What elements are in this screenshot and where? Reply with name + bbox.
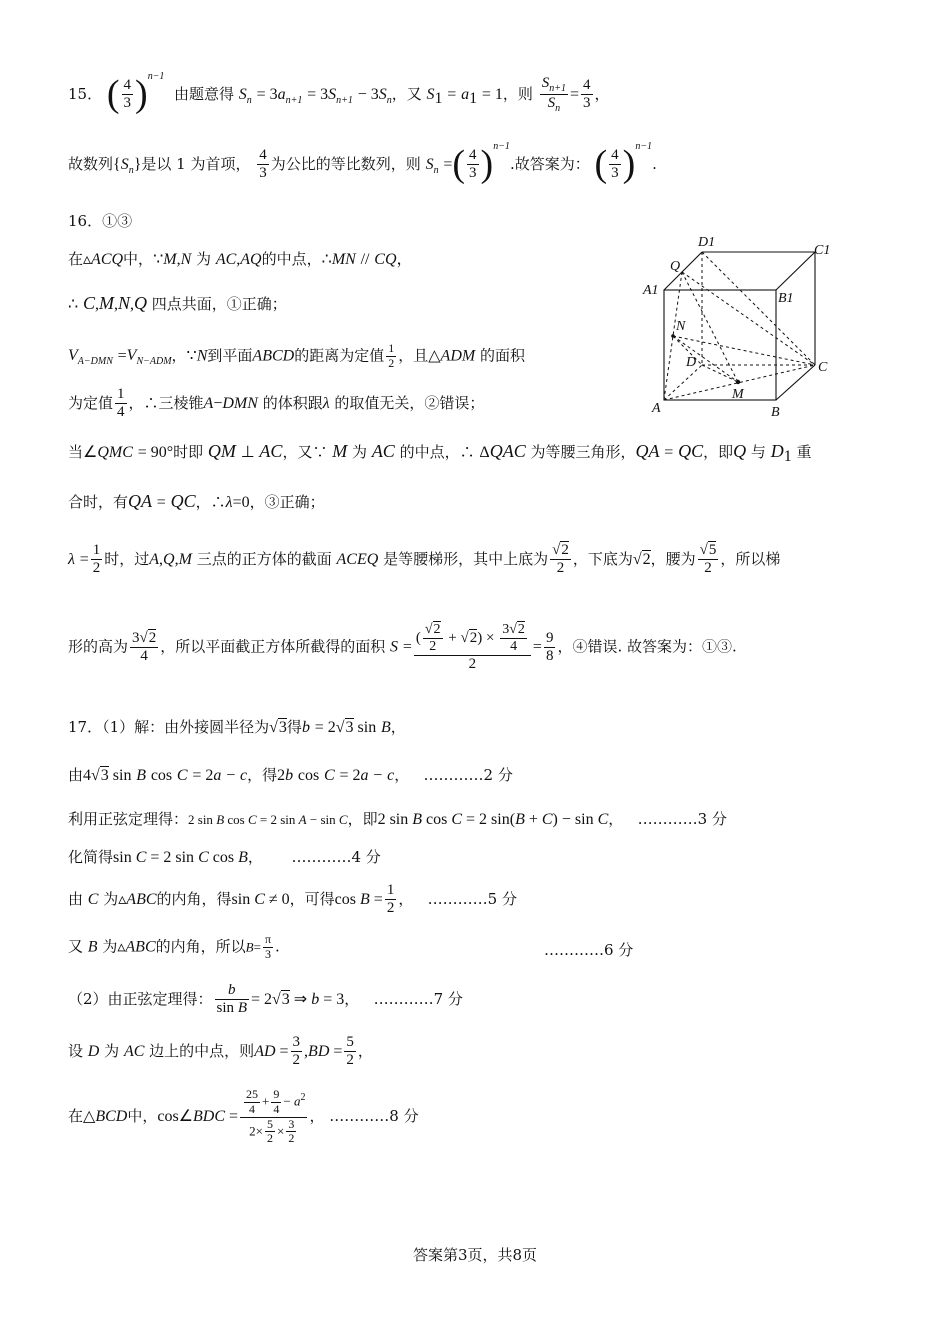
label-D1: D1 (698, 235, 716, 250)
p17-line4: 化简得sin C = 2 sin C cos B， …………4 分 (68, 848, 381, 866)
point-N (671, 334, 675, 338)
cube-front-face (664, 290, 776, 400)
p17-line3: 利用正弦定理得：2 sin B cos C = 2 sin A − sin C，即2 sin B cos C = 2 sin(B + C) − sin C， …………3 分 (68, 810, 727, 828)
cube-figure (640, 232, 840, 422)
p17-line7: （2）由正弦定理得： $\frac{b}{\text{sin B}}$ = 2√3 ⇒ b = 3， …………7 分 (68, 982, 463, 1017)
label-A1: A1 (643, 283, 659, 298)
p15-number: 15． (68, 84, 103, 103)
p16-line1: 在▵ACQ中，∵M,N 为 AC,AQ的中点，∴MN // CQ， (68, 250, 413, 268)
p17-line2: 由4√3 sin B cos C = 2a − c，得2b cos C = 2a − c， …………2 分 (68, 766, 513, 784)
p16-line6: 合时，有QA = QC，∴λ=0，③正确； (68, 491, 325, 511)
point-M (736, 380, 740, 384)
p16-line8: 形的高为 $\frac{3√2}{4}$ ，所以平面截正方体所截得的面积 S = ( $\frac{√2}{2}$ + √2) × $\frac{3√2}{4}$ 2 = $\frac{9}{8}$ ，④错误. 故答案为：①③. (68, 622, 737, 673)
p16-line7: λ = $\frac{1}{2}$ 时，过A,Q,M 三点的正方体的截面 ACEQ 是等腰梯形，其中上底为 $\frac{√2}{2}$ ，下底为√2，腰为 $\frac{√5}{2}$ ，所以梯 (68, 542, 781, 577)
p16-line4: 为定值 $\frac{1}{4}$ ，∴三棱锥A−DMN 的体积跟λ 的取值无关，②错误； (68, 386, 485, 421)
line-DM (702, 365, 738, 382)
p17-line1: 17．（1）解：由外接圆半径为√3得b = 2√3 sin B， (68, 718, 406, 736)
p17-line5: 由 C 为▵ABC的内角，得sin C ≠ 0，可得cos B = $\frac{1}{2}$ ， …………5 分 (68, 882, 517, 917)
label-M: M (732, 387, 744, 402)
label-C1: C1 (814, 243, 831, 258)
score-mark: …………8 分 (329, 1107, 419, 1126)
line-NM (673, 336, 738, 382)
p15-line1: 15． ( $\frac{4}{3}$ )$^{n-1}$ 由题意得 $S_n = 3a_{n+1} = 3S_{n+1} - 3S_n$，又 $S_1 = a_1 = 1$，则 $\frac{S_{n+1}}{S_n}$ = $\frac{4}{3}$ ， (68, 70, 610, 115)
label-C: C (818, 360, 828, 375)
p16-line3: $V_{A-DMN} =V_{N-ADM}$，∵N到平面ABCD的距离为定值 $\frac{1}{2}$ ，且△ADM 的面积 (68, 341, 525, 370)
score-mark: …………5 分 (427, 889, 517, 908)
label-B: B (771, 405, 780, 420)
label-D: D (686, 355, 697, 370)
hidden-edge (664, 365, 702, 400)
score-mark: …………2 分 (423, 766, 513, 784)
label-A: A (652, 401, 661, 416)
p17-line8: 设 D 为 AC 边上的中点，则AD = $\frac{3}{2}$ ,BD = $\frac{5}{2}$ ， (68, 1034, 373, 1069)
cube-edge (776, 365, 815, 400)
page-footer: 答案第3页，共8页 (412, 1246, 538, 1264)
score-mark: …………4 分 (291, 848, 381, 866)
score-mark: …………7 分 (373, 989, 463, 1008)
p17-line6: 又 B 为▵ABC的内角，所以B= $\frac{\pi}{3}$ . …………6 分 (68, 932, 634, 961)
p16-line5: 当∠QMC = 90°时即 QM ⊥ AC，又∵ M 为 AC 的中点，∴ ΔQAC 为等腰三角形，QA = QC，即Q 与 $D_1$ 重 (68, 441, 812, 465)
p16-line2: ∴ C,M,N,Q 四点共面，①正确； (68, 293, 287, 313)
label-B1: B1 (778, 291, 794, 306)
score-mark: …………3 分 (637, 810, 727, 828)
score-mark: …………6 分 (544, 941, 634, 959)
label-Q: Q (670, 259, 681, 274)
cube-edge (776, 252, 815, 290)
p17-line9: 在△BCD中，cos∠BDC = $\frac{25}{4}$ + $\frac{9}{4}$ − $a^2$ 2× $\frac{5}{2}$ × $\frac{3}{2}$ ， …………8 分 (68, 1087, 419, 1146)
label-N: N (676, 319, 686, 334)
p15-line2: 故数列$\{S_n\}$是以 1 为首项， $\frac{4}{3}$ 为公比的等比数列，则 $S_n$ =( $\frac{4}{3}$ )$^{n-1}$.故答案为： ( $\frac{4}{3}$ )$^{n-1}$. (68, 140, 657, 185)
p16-number: 16．①③ (68, 212, 133, 230)
